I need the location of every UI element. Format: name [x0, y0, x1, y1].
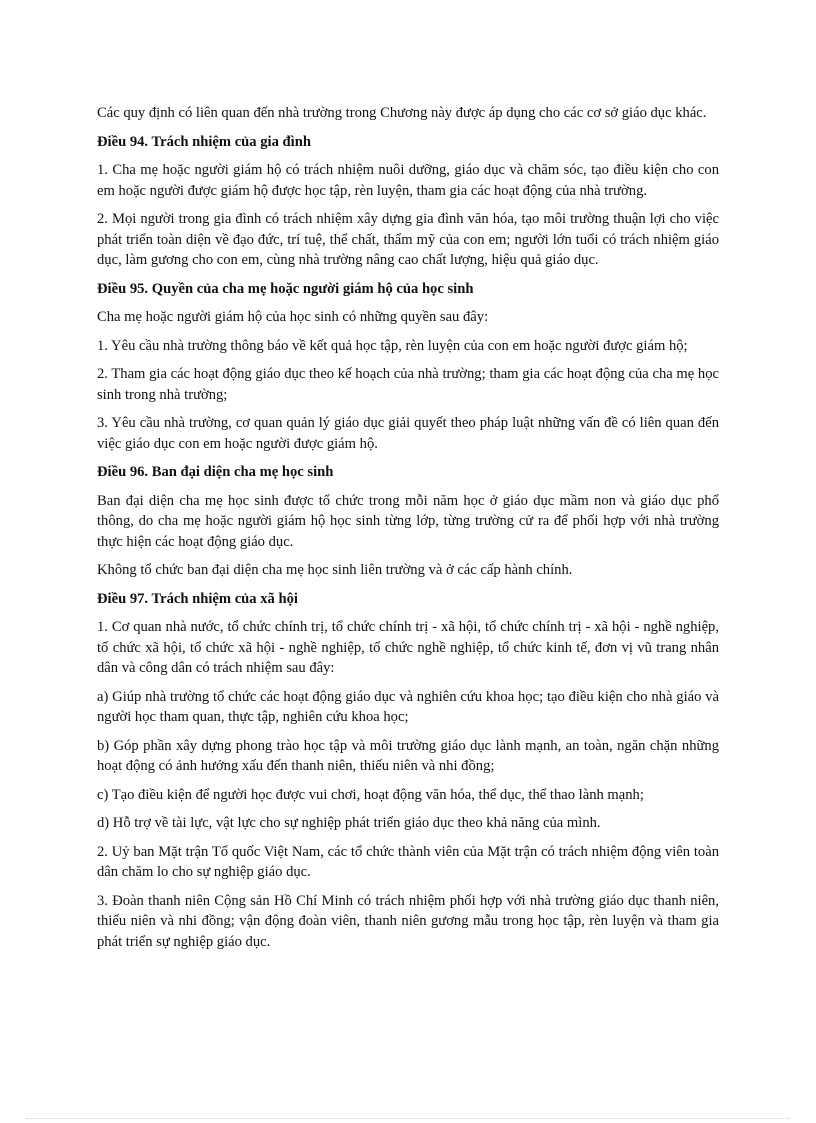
article-95-intro: Cha mẹ hoặc người giám hộ của học sinh có những quyền sau đây: — [97, 309, 489, 325]
article-96-paragraph-1: Ban đại diện cha mẹ học sinh được tổ chức trong mỗi năm học ở giáo dục mầm non và giáo dục phổ thông, do cha mẹ hoặc người giám hộ học sinh từng lớp, từng trường cử ra để phối hợp với nhà trường thực hiện các hoạt động giáo dục. — [97, 492, 719, 550]
document-page — [97, 103, 719, 960]
article-95-heading: Điều 95. Quyền của cha mẹ hoặc người giám hộ của học sinh — [97, 280, 474, 297]
article-97-item-c: c) Tạo điều kiện để người học được vui chơi, hoạt động văn hóa, thể dục, thể thao lành mạnh; — [97, 786, 644, 803]
article-97-item-a: a) Giúp nhà trường tổ chức các hoạt động giáo dục và nghiên cứu khoa học; tạo điều kiện cho nhà giáo và người học tham quan, thực tập, nghiên cứu khoa học; — [97, 688, 719, 725]
paragraph-intro: Các quy định có liên quan đến nhà trường trong Chương này được áp dụng cho các cơ sở giáo dục khác. — [97, 105, 707, 121]
article-95-clause-2: 2. Tham gia các hoạt động giáo dục theo kế hoạch của nhà trường; tham gia các hoạt động của cha mẹ học sinh trong nhà trường; — [97, 366, 719, 403]
article-97-clause-3: 3. Đoàn thanh niên Cộng sản Hồ Chí Minh có trách nhiệm phối hợp với nhà trường giáo dục thanh niên, thiếu niên và nhi đồng; vận động đoàn viên, thanh niên gương mẫu trong học tập, rèn luyện và tham gia phát triển sự nghiệp giáo dục. — [97, 892, 719, 950]
article-94-heading: Điều 94. Trách nhiệm của gia đình — [97, 133, 311, 150]
article-97-item-d: d) Hỗ trợ về tài lực, vật lực cho sự nghiệp phát triển giáo dục theo khả năng của mình. — [97, 815, 601, 831]
article-96-paragraph-2: Không tổ chức ban đại diện cha mẹ học sinh liên trường và ở các cấp hành chính. — [97, 562, 573, 578]
article-94-clause-2: 2. Mọi người trong gia đình có trách nhiệm xây dựng gia đình văn hóa, tạo môi trường thuận lợi cho việc phát triển toàn diện về đạo đức, trí tuệ, thể chất, thẩm mỹ của con em; người lớn tuổi có trách nhiệm giáo dục, làm gương cho con em, cùng nhà trường nâng cao chất lượng, hiệu quả giáo dục. — [97, 211, 719, 268]
article-97-heading: Điều 97. Trách nhiệm của xã hội — [97, 590, 298, 607]
article-95-clause-1: 1. Yêu cầu nhà trường thông báo về kết quả học tập, rèn luyện của con em hoặc người được giám hộ; — [97, 337, 688, 354]
article-97-clause-2: 2. Uỷ ban Mặt trận Tổ quốc Việt Nam, các tổ chức thành viên của Mặt trận có trách nhiệm động viên toàn dân chăm lo cho sự nghiệp giáo dục. — [97, 843, 719, 880]
article-96-heading: Điều 96. Ban đại diện cha mẹ học sinh — [97, 464, 334, 480]
article-94-clause-1: 1. Cha mẹ hoặc người giám hộ có trách nhiệm nuôi dưỡng, giáo dục và chăm sóc, tạo điều kiện cho con em hoặc người được giám hộ được học tập, rèn luyện, tham gia các hoạt động của nhà trường. — [97, 162, 719, 199]
article-97-clause-1: 1. Cơ quan nhà nước, tổ chức chính trị, tổ chức chính trị - xã hội, tổ chức chính trị - xã hội - nghề nghiệp, tổ chức xã hội, tổ chức xã hội - nghề nghiệp, tổ chức nghề nghiệp, tổ chức kinh tế, đơn vị vũ trang nhân dân và công dân có trách nhiệm sau đây: — [97, 619, 719, 676]
page-bottom-divider — [26, 1118, 790, 1119]
article-97-item-b: b) Góp phần xây dựng phong trào học tập và môi trường giáo dục lành mạnh, an toàn, ngăn chặn những hoạt động có ảnh hưởng xấu đến thanh niên, thiếu niên và nhi đồng; — [97, 737, 719, 774]
article-95-clause-3: 3. Yêu cầu nhà trường, cơ quan quản lý giáo dục giải quyết theo pháp luật những vấn đề có liên quan đến việc giáo dục con em hoặc người được giám hộ. — [97, 415, 719, 452]
